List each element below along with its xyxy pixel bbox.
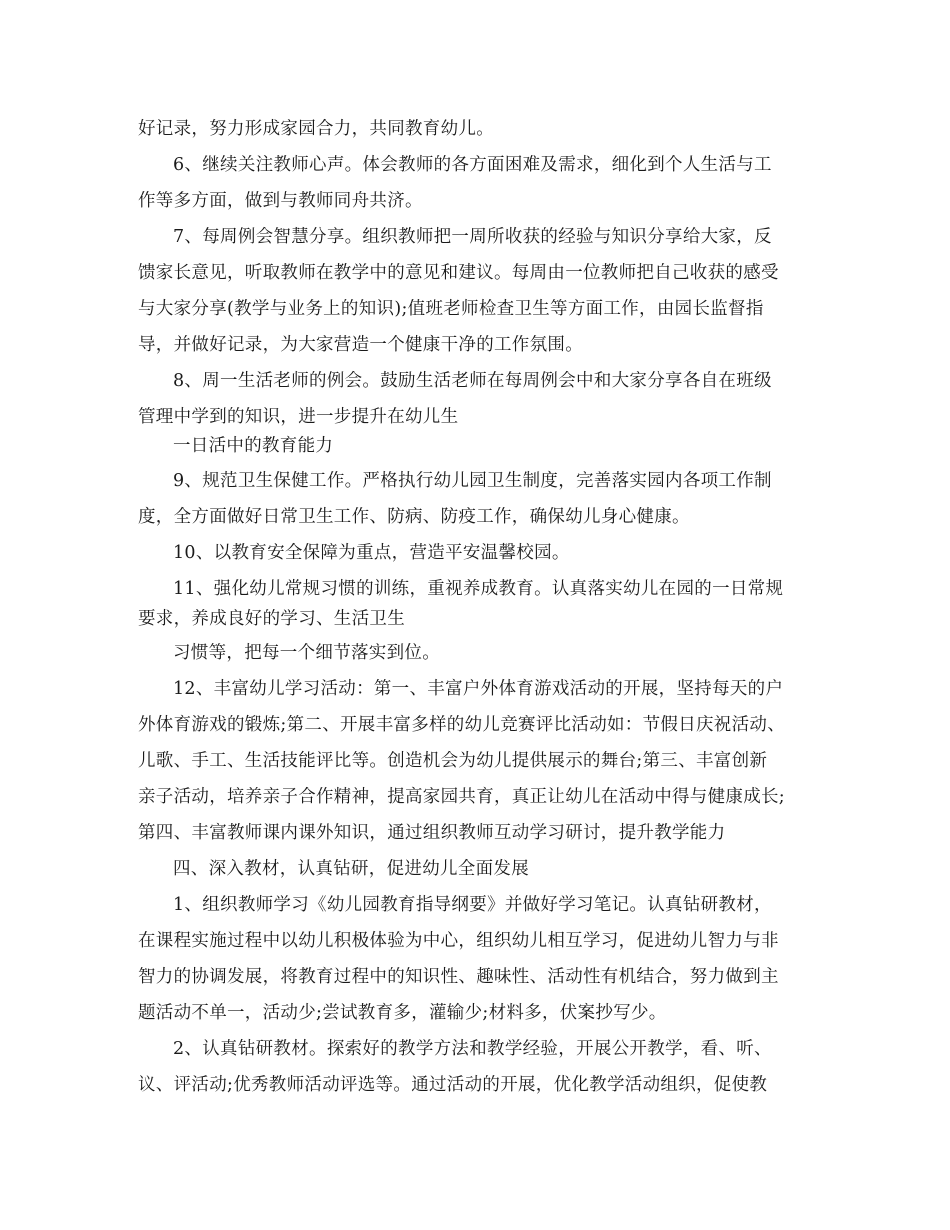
text-line: 12、丰富幼儿学习活动：第一、丰富户外体育游戏活动的开展，坚持每天的户 xyxy=(173,679,784,699)
text-line: 6、继续关注教师心声。体会教师的各方面困难及需求，细化到个人生活与工 xyxy=(173,155,772,175)
text-line: 管理中学到的知识，进一步提升在幼儿生 xyxy=(138,407,459,427)
text-line: 度，全方面做好日常卫生工作、防病、防疫工作，确保幼儿身心健康。 xyxy=(138,507,690,527)
text-line: 儿歌、手工、生活技能评比等。创造机会为幼儿提供展示的舞台;第三、丰富创新 xyxy=(138,751,768,771)
text-line: 外体育游戏的锻炼;第二、开展丰富多样的幼儿竞赛评比活动如：节假日庆祝活动、 xyxy=(138,715,785,735)
text-line: 2、认真钻研教材。探索好的教学方法和教学经验，开展公开教学，看、听、 xyxy=(173,1039,772,1059)
text-line: 一日活中的教育能力 xyxy=(173,436,334,456)
text-line: 好记录，努力形成家园合力，共同教育幼儿。 xyxy=(138,119,494,139)
text-line: 智力的协调发展，将教育过程中的知识性、趣味性、活动性有机结合，努力做到主 xyxy=(138,967,779,987)
text-line: 四、深入教材，认真钻研，促进幼儿全面发展 xyxy=(173,859,529,879)
text-line: 亲子活动，培养亲子合作精神，提高家园共育，真正让幼儿在活动中得与健康成长; xyxy=(138,787,785,807)
text-line: 1、组织教师学习《幼儿园教育指导纲要》并做好学习笔记。认真钻研教材， xyxy=(173,895,772,915)
text-line: 与大家分享(教学与业务上的知识);值班老师检查卫生等方面工作，由园长监督指 xyxy=(138,299,764,319)
text-line: 第四、丰富教师课内课外知识，通过组织教师互动学习研讨，提升教学能力 xyxy=(138,823,726,843)
text-line: 习惯等，把每一个细节落实到位。 xyxy=(173,643,440,663)
text-line: 要求，养成良好的学习、生活卫生 xyxy=(138,609,405,629)
text-line: 议、评活动;优秀教师活动评选等。通过活动的开展，优化教学活动组织，促使教 xyxy=(138,1075,768,1095)
text-line: 8、周一生活老师的例会。鼓励生活老师在每周例会中和大家分享各自在班级 xyxy=(173,371,772,391)
text-line: 7、每周例会智慧分享。组织教师把一周所收获的经验与知识分享给大家，反 xyxy=(173,227,772,247)
text-line: 作等多方面，做到与教师同舟共济。 xyxy=(138,191,423,211)
text-line: 10、以教育安全保障为重点，营造平安温馨校园。 xyxy=(173,543,570,563)
text-line: 11、强化幼儿常规习惯的训练，重视养成教育。认真落实幼儿在园的一日常规 xyxy=(173,579,784,599)
text-line: 在课程实施过程中以幼儿积极体验为中心，组织幼儿相互学习，促进幼儿智力与非 xyxy=(138,931,779,951)
text-line: 9、规范卫生保健工作。严格执行幼儿园卫生制度，完善落实园内各项工作制 xyxy=(173,471,772,491)
text-line: 馈家长意见，听取教师在教学中的意见和建议。每周由一位教师把自己收获的感受 xyxy=(138,263,779,283)
text-line: 题活动不单一，活动少;尝试教育多，灌输少;材料多，伏案抄写少。 xyxy=(138,1003,667,1023)
text-line: 导，并做好记录，为大家营造一个健康干净的工作氛围。 xyxy=(138,335,583,355)
